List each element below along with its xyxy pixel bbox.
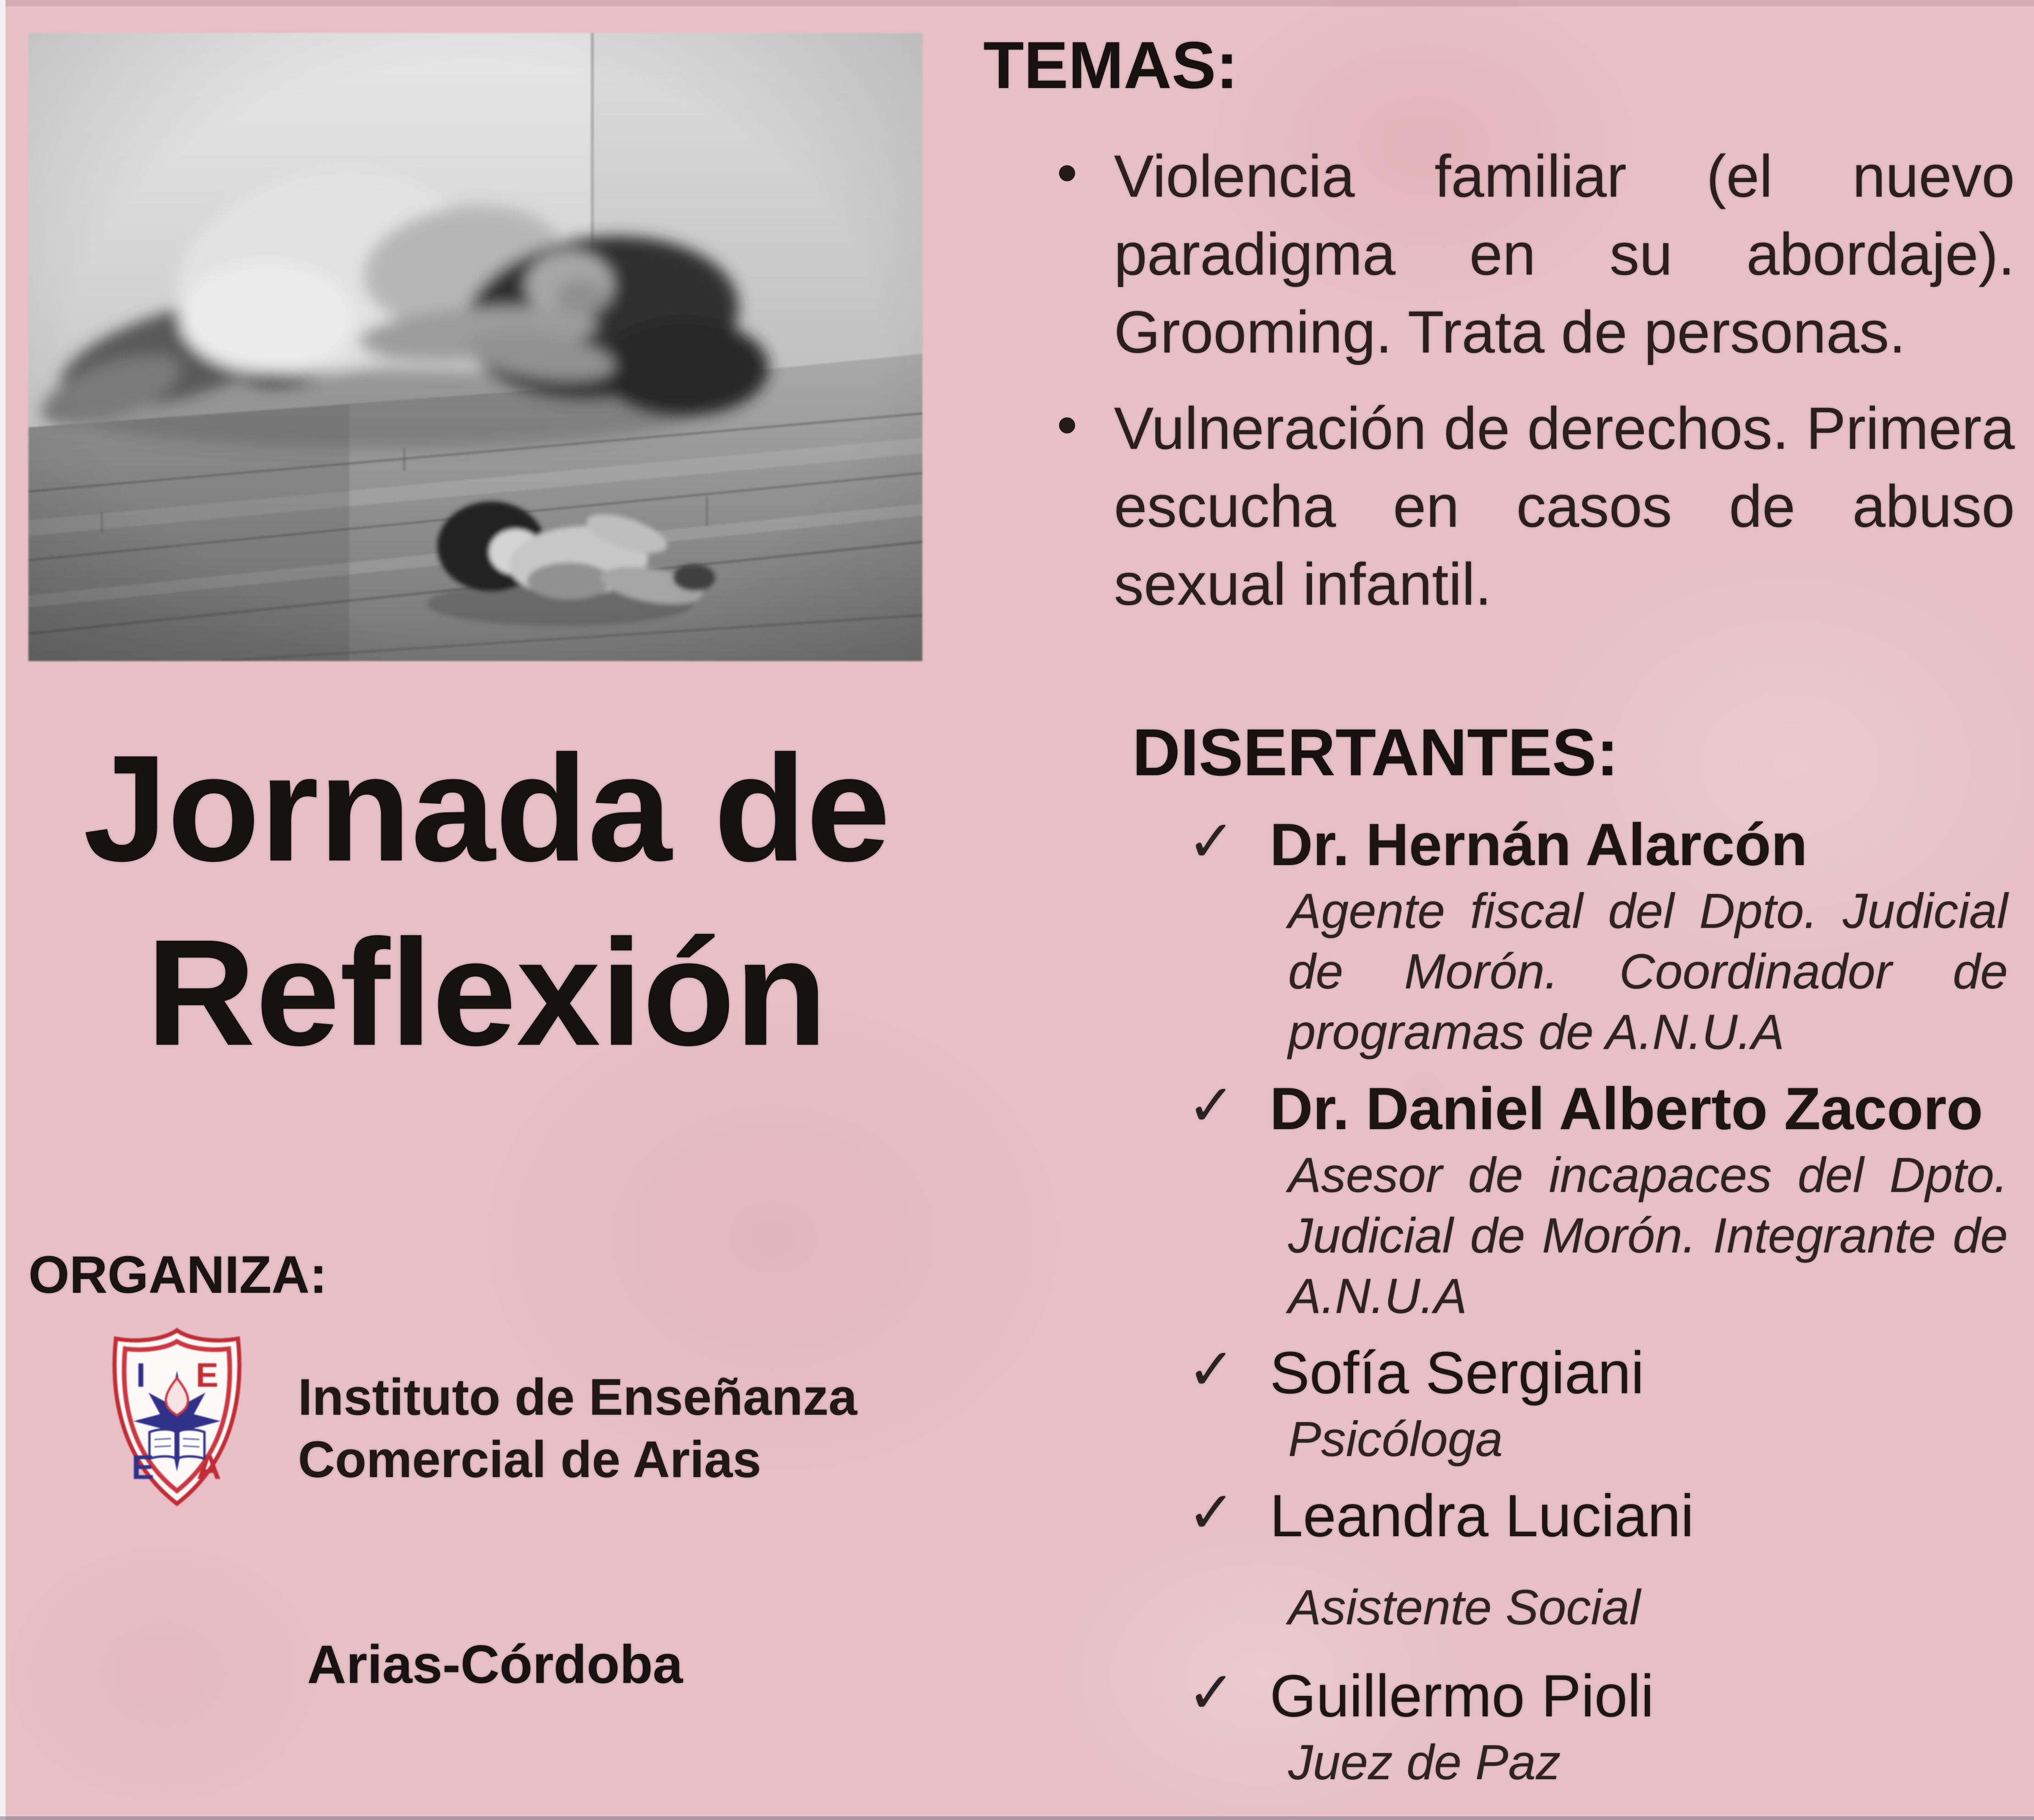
speaker-role-line: programas de A.N.U.A	[1288, 1004, 1785, 1059]
logo-letter-bottom-right: A	[197, 1448, 221, 1486]
check-icon: ✓	[1187, 1481, 1235, 1544]
speaker-role-line: Agente fiscal del Dpto. Judicial	[1288, 883, 2008, 938]
check-icon: ✓	[1187, 1338, 1235, 1401]
speaker-item-sergiani	[1187, 1336, 2012, 1469]
speaker-name-row	[1187, 1072, 2012, 1145]
temas-item-2-line3: sexual infantil.	[1114, 551, 1492, 618]
speaker-role	[1288, 1577, 2008, 1638]
speaker-role	[1288, 1145, 2008, 1326]
temas-item-1-line3: Grooming. Trata de personas.	[1114, 298, 1906, 365]
speakers-list	[1187, 808, 2012, 1792]
left-edge-artifact	[0, 0, 6, 1820]
speaker-role-line: Asesor de incapaces del Dpto.	[1288, 1147, 2008, 1202]
speaker-role-line: de Morón. Coordinador de	[1288, 943, 2008, 999]
institute-name-line1: Instituto de Enseñanza	[298, 1368, 857, 1426]
right-column	[963, 0, 2034, 1803]
speaker-name-row	[1187, 1479, 2012, 1552]
speaker-role-line: Asistente Social	[1288, 1579, 1641, 1635]
speaker-item-alarcon	[1187, 808, 2012, 1062]
institute-location: Arias-Córdoba	[307, 1634, 683, 1695]
speaker-name: Sofía Sergiani	[1270, 1339, 1644, 1406]
speaker-role	[1288, 1409, 2008, 1469]
disertantes-heading: DISERTANTES:	[1132, 715, 1619, 789]
organiza-heading: ORGANIZA:	[28, 1246, 327, 1304]
speaker-item-luciani	[1187, 1479, 2012, 1638]
speaker-name: Leandra Luciani	[1270, 1482, 1694, 1549]
bottom-edge-artifact	[0, 1816, 2034, 1820]
temas-item-1-line2: paradigma en su abordaje).	[1114, 221, 2015, 287]
speaker-name: Dr. Daniel Alberto Zacoro	[1270, 1075, 1983, 1142]
check-icon: ✓	[1187, 1074, 1235, 1137]
logo-letter-bottom-left: E	[132, 1448, 154, 1486]
institute-name-line2: Comercial de Arias	[298, 1431, 761, 1488]
speaker-item-pioli	[1187, 1660, 2012, 1792]
temas-item-2	[1018, 389, 2015, 623]
institute-crest	[103, 1325, 251, 1509]
speaker-name-row	[1187, 808, 2012, 881]
speaker-name-row	[1187, 1336, 2012, 1409]
institute-logo	[103, 1325, 251, 1509]
logo-letter-top-left: I	[136, 1356, 146, 1394]
speaker-role-line: A.N.U.A	[1288, 1268, 1467, 1324]
speaker-role	[1288, 881, 2008, 1062]
temas-item-2-line1: Vulneración de derechos. Primera	[1114, 395, 2015, 462]
check-icon: ✓	[1187, 810, 1235, 873]
speaker-name: Guillermo Pioli	[1270, 1662, 1654, 1729]
temas-item-1-line1: Violencia familiar (el nuevo	[1114, 143, 2015, 210]
speaker-item-zacoro	[1187, 1072, 2012, 1326]
check-icon: ✓	[1187, 1661, 1235, 1725]
speaker-name: Dr. Hernán Alarcón	[1270, 811, 1808, 878]
logo-letter-top-right: E	[196, 1356, 219, 1394]
speaker-name-row	[1187, 1660, 2012, 1732]
child-photo-illustration	[28, 33, 922, 661]
bullet-icon: •	[1057, 391, 1078, 458]
bullet-icon: •	[1057, 139, 1078, 206]
poster-title-line1: Jornada de	[83, 723, 891, 893]
child-photo	[28, 33, 922, 661]
temas-item-2-line2: escucha en casos de abuso	[1114, 473, 2015, 540]
speaker-role	[1288, 1732, 2008, 1792]
speaker-role-line: Judicial de Morón. Integrante de	[1288, 1208, 2008, 1263]
temas-item-1	[1018, 137, 2015, 371]
speaker-role-line: Psicóloga	[1288, 1411, 1503, 1467]
speaker-role-line: Juez de Paz	[1288, 1734, 1561, 1790]
poster-title-line2: Reflexión	[146, 908, 827, 1077]
temas-heading: TEMAS:	[983, 28, 1238, 102]
